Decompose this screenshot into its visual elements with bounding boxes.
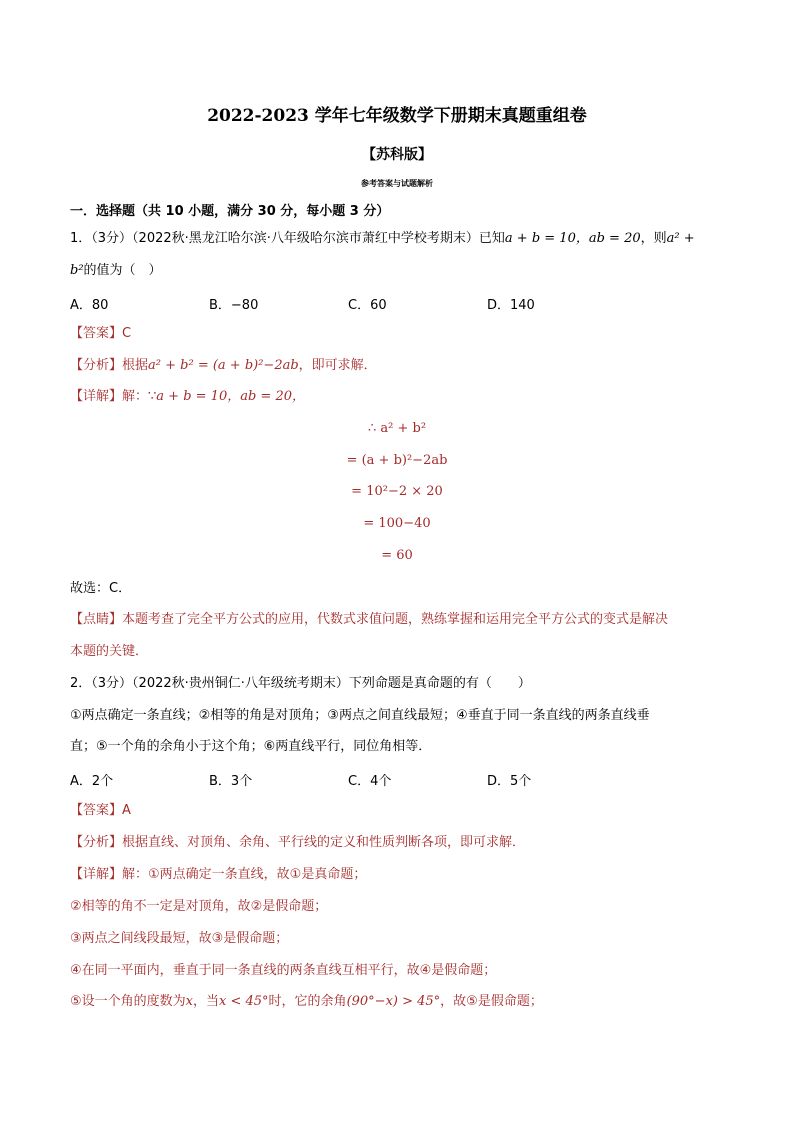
q1-detail-cond: a + b = 10，ab = 20， (156, 389, 305, 404)
q1-detail-tag: 【详解】 (70, 389, 123, 404)
q1-analysis (70, 357, 377, 375)
q2-detail-5x: x (185, 994, 193, 1009)
q2-detail-5d: 时，它的余角 (268, 994, 347, 1009)
q1-option-b: B．−80 (209, 298, 259, 313)
q1-detail (70, 388, 305, 406)
q1-comment-line2: 本题的关键． (70, 644, 149, 659)
q1-step-5: = 60 (381, 548, 413, 563)
q1-answer (70, 325, 131, 343)
q1-detail-pre: 解：∵ (122, 389, 157, 404)
q2-answer-tag: 【答案】 (70, 803, 123, 818)
q2-detail-4: ④在同一平面内，垂直于同一条直线的两条直线互相平行，故④是假命题； (70, 963, 497, 978)
q1-choice: 故选：C． (70, 581, 132, 596)
q1-comment-text: 本题考查了完全平方公式的应用，代数式求值问题，熟练掌握和运用完全平方公式的变式是解决 (122, 612, 669, 627)
q1-answer-tag: 【答案】 (70, 326, 123, 341)
q2-detail-2: ②相等的角不一定是对顶角，故②是假命题； (70, 899, 328, 914)
q2-detail-5a: ⑤设一个角的度数为 (70, 994, 186, 1009)
q1-analysis-pre: 根据 (122, 358, 149, 373)
q1-stem-line1 (70, 230, 695, 248)
q1-condition: a + b = 10，ab = 20 (504, 231, 641, 246)
q2-detail-tag: 【详解】 (70, 867, 123, 882)
q2-detail-5e: (90°−x) > 45° (346, 994, 441, 1009)
q1-step-1: ∴ a² + b² (367, 421, 427, 436)
q2-detail-5c: x < 45° (219, 994, 269, 1009)
subtitle: 参考答案与试题解析 (361, 179, 433, 188)
q1-analysis-post: ，即可求解． (298, 358, 377, 373)
q1-option-c: C．60 (348, 298, 387, 313)
q1-step-4: = 100−40 (363, 516, 431, 531)
q2-option-a: A．2个 (70, 774, 114, 789)
q1-analysis-tag: 【分析】 (70, 358, 123, 373)
q1-option-d: D．140 (487, 298, 535, 313)
q2-option-c: C．4个 (348, 774, 392, 789)
q2-option-d: D．5个 (487, 774, 532, 789)
q1-step-3: = 10²−2 × 20 (351, 484, 443, 499)
q1-stem-question: 的值为（ ） (83, 263, 162, 278)
q1-stem-then: ，则 (640, 231, 667, 246)
q1-step-2: = (a + b)²−2ab (346, 453, 448, 468)
q1-expr: b² (70, 263, 84, 278)
q2-detail-5b: ，当 (193, 994, 220, 1009)
section-heading: 一．选择题（共 10 小题，满分 30 分，每小题 3 分） (70, 204, 390, 219)
q2-detail-1 (70, 866, 366, 884)
q1-stem-line2 (70, 262, 162, 280)
q2-analysis (70, 834, 525, 852)
q2-analysis-tag: 【分析】 (70, 835, 123, 850)
q2-detail-5 (70, 993, 543, 1011)
q2-analysis-text: 根据直线、对顶角、余角、平行线的定义和性质判断各项，即可求解． (122, 835, 526, 850)
q1-option-a: A．80 (70, 298, 109, 313)
q1-comment-line1 (70, 611, 668, 629)
q2-answer (70, 802, 131, 820)
q2-statements-line2: 直；⑤一个角的余角小于这个角；⑥两直线平行，同位角相等． (70, 739, 432, 754)
q2-stem: 2．（3分）（2022秋·贵州铜仁·八年级统考期末）下列命题是真命题的有（ ） (70, 676, 531, 691)
page-title: 2022-2023 学年七年级数学下册期末真题重组卷 (207, 106, 587, 126)
q1-stem-text: 1．（3分）（2022秋·黑龙江哈尔滨·八年级哈尔滨市萧红中学校考期末）已知 (70, 231, 505, 246)
edition-label: 【苏科版】 (362, 147, 432, 163)
q1-analysis-formula: a² + b² = (a + b)²−2ab (148, 358, 299, 373)
q1-expr-tail: a² + (666, 231, 695, 246)
q2-statements-line1: ①两点确定一条直线；②相等的角是对顶角；③两点之间直线最短；④垂直于同一条直线的两条直线垂 (70, 708, 650, 723)
q1-comment-tag: 【点睛】 (70, 612, 123, 627)
q2-option-b: B．3个 (209, 774, 253, 789)
q1-answer-value: C (122, 326, 132, 341)
q2-answer-value: A (122, 803, 131, 818)
q2-detail-1-text: 解：①两点确定一条直线，故①是真命题； (122, 867, 367, 882)
q2-detail-5f: ，故⑤是假命题； (440, 994, 543, 1009)
q2-detail-3: ③两点之间线段最短，故③是假命题； (70, 931, 289, 946)
